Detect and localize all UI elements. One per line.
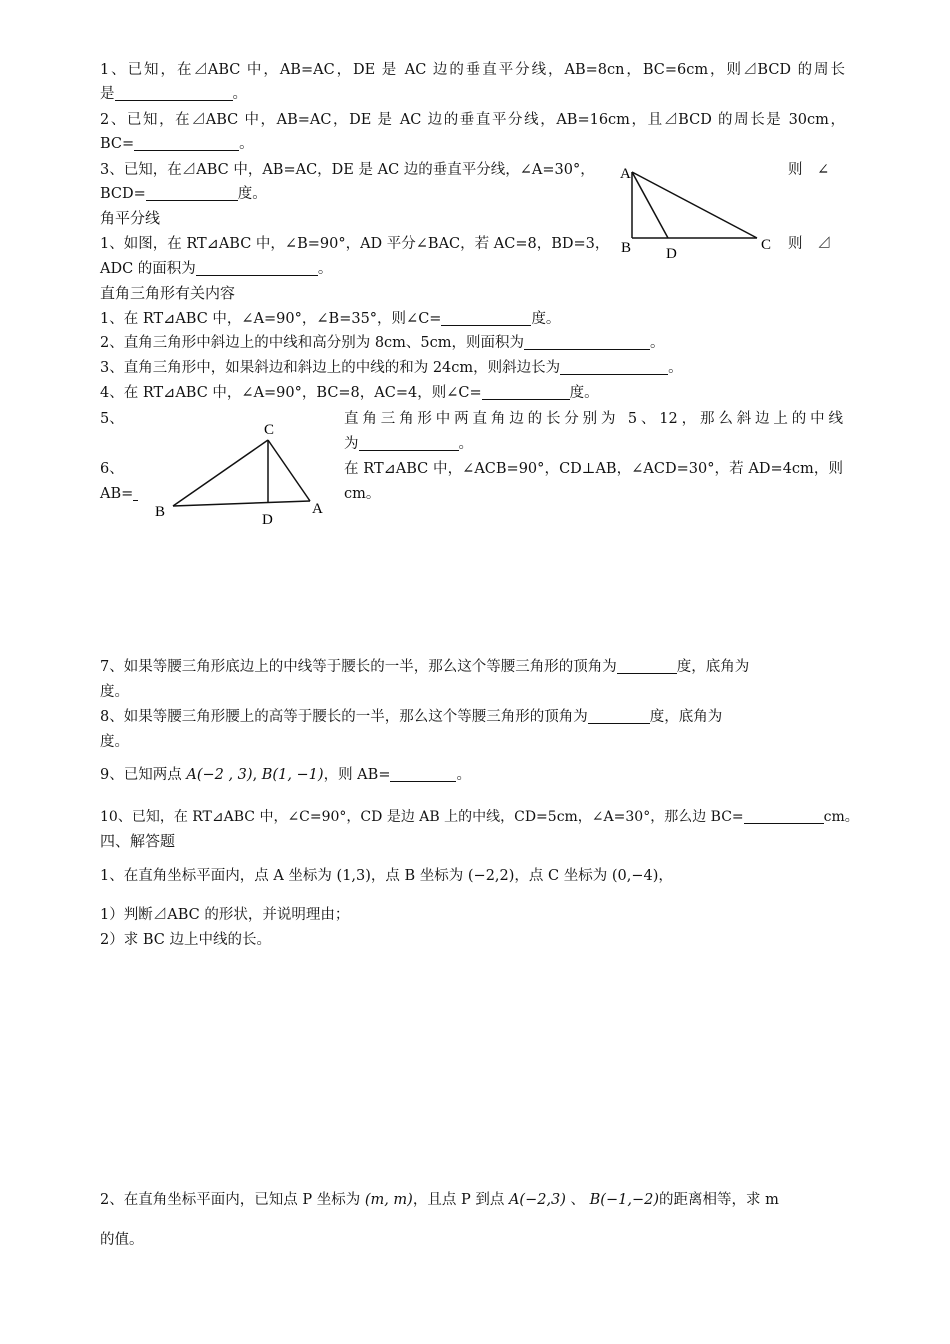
point-a-coordinates: A(−2 , 3) — [186, 767, 253, 783]
solve-problem-2-text: 2、在直角坐标平面内，已知点 P 坐标为 — [100, 1192, 361, 1208]
rt-question-2 — [100, 333, 665, 353]
solve-problem-1-text: 1、在直角坐标平面内，点 A 坐标为 — [100, 868, 332, 884]
rt-question-2-text: 2、直角三角形中斜边上的中线和高分别为 8cm、5cm，则面积为 — [100, 335, 525, 351]
rt-question-6-line2-right: cm。 — [344, 486, 381, 502]
answer-blank[interactable] — [133, 485, 138, 501]
rt-question-4-text: 4、在 RT⊿ABC 中，∠A=90°，BC=8，AC=4，则∠C= — [100, 385, 482, 401]
side-bc — [173, 440, 268, 506]
question-1-line2 — [100, 84, 247, 104]
triangle-figure-altitude — [150, 418, 330, 528]
question-3-line1-left: 3、已知，在⊿ABC 中，AB=AC，DE 是 AC 边的垂直平分线，∠A=30°， — [100, 162, 595, 178]
rt-question-1-suffix: 度。 — [531, 311, 561, 327]
rt-question-8-suffix: 度，底角为 — [649, 709, 723, 725]
point-b-coordinates: (−2,2) — [467, 868, 515, 884]
solve-problem-2-separator: 、 — [570, 1192, 586, 1208]
rt-question-4 — [100, 383, 599, 403]
rt-question-4-suffix: 度。 — [569, 385, 599, 401]
answer-blank[interactable] — [359, 435, 459, 451]
question-2-line1: 2、已知，在⊿ABC 中，AB=AC，DE 是 AC 边的垂直平分线，AB=16cm，且⊿BCD 的周长是 30cm， — [100, 112, 845, 128]
solve-problem-1-suffix: ， — [658, 868, 673, 884]
vertex-label-a: A — [620, 166, 631, 182]
vertex-label-a: A — [312, 501, 323, 517]
solve-problem-2-suffix: 的距离相等，求 m — [658, 1192, 779, 1208]
rt-question-6-number: 6、 — [100, 461, 124, 477]
question-2-suffix: 。 — [239, 136, 254, 152]
vertex-label-c: C — [761, 237, 772, 253]
point-b-coordinates: B(−1,−2) — [589, 1192, 659, 1208]
answer-blank[interactable] — [524, 334, 650, 350]
point-p-coordinates: (m, m) — [364, 1192, 413, 1208]
answer-blank[interactable] — [560, 359, 668, 375]
section-heading-angle-bisector: 角平分线 — [100, 209, 161, 227]
rt-question-7-suffix: 度，底角为 — [676, 659, 750, 675]
point-separator: , — [252, 767, 258, 783]
question-2-prefix: BC= — [100, 136, 135, 152]
rt-question-9 — [100, 765, 471, 785]
vertex-label-b: B — [621, 240, 632, 256]
answer-blank[interactable] — [134, 135, 239, 151]
rt-question-5-line1: 直角三角形中两直角边的长分别为 5、12，那么斜边上的中线 — [344, 411, 843, 427]
point-a-coordinates: (1,3) — [336, 868, 371, 884]
answer-blank[interactable] — [115, 85, 233, 101]
question-1-prefix: 是 — [100, 86, 115, 102]
rt-question-7-line1 — [100, 657, 845, 677]
vertex-label-c: C — [264, 422, 275, 438]
rt-question-9-text: 9、已知两点 — [100, 767, 182, 783]
solve-problem-2-line2: 的值。 — [100, 1232, 144, 1248]
answer-blank[interactable] — [588, 708, 650, 724]
rt-question-2-suffix: 。 — [650, 335, 665, 351]
question-3-line1-right: 则 ∠ — [788, 162, 830, 178]
rt-question-8-line1 — [100, 707, 845, 727]
answer-blank[interactable] — [482, 384, 570, 400]
rt-question-6-line1: 在 RT⊿ABC 中，∠ACB=90°，CD⊥AB，∠ACD=30°，若 AD=4cm，则 — [344, 461, 843, 477]
section-heading-solve: 四、解答题 — [100, 832, 176, 850]
rt-question-9-ask: ，则 AB= — [323, 767, 391, 783]
rt-question-6-prefix: AB= — [100, 486, 134, 502]
answer-blank[interactable] — [441, 310, 531, 326]
solve-problem-1-part-1: 1）判断⊿ABC 的形状，并说明理由； — [100, 907, 350, 923]
answer-blank[interactable] — [390, 766, 456, 782]
bisector-question-1-line1-left: 1、如图，在 RT⊿ABC 中，∠B=90°，AD 平分∠BAC，若 AC=8，BD=3， — [100, 236, 610, 252]
bisector-question-1-line1-right: 则 ⊿ — [788, 236, 832, 252]
rt-question-10-text: 10、已知，在 RT⊿ABC 中，∠C=90°，CD 是边 AB 上的中线，CD=5cm，∠A=30°，那么边 BC= — [100, 809, 744, 825]
question-3-suffix: 度。 — [237, 186, 267, 202]
rt-question-5-line2 — [344, 434, 473, 454]
point-c-coordinates: (0,−4) — [611, 868, 659, 884]
question-3-prefix: BCD= — [100, 186, 146, 202]
solve-problem-1-text-c: ，点 C 坐标为 — [514, 868, 608, 884]
side-ab — [173, 501, 310, 506]
rt-question-6-line2-left — [100, 484, 138, 504]
question-1-line1: 1、已知，在⊿ABC 中，AB=AC，DE 是 AC 边的垂直平分线，AB=8cn，BC=6cm，则⊿BCD 的周长 — [100, 62, 845, 78]
solve-problem-1-text-b: ，点 B 坐标为 — [370, 868, 464, 884]
rt-question-3-text: 3、直角三角形中，如果斜边和斜边上的中线的和为 24cm，则斜边长为 — [100, 360, 561, 376]
solve-problem-2-text-b: ，且点 P 到点 — [412, 1192, 505, 1208]
rt-question-3 — [100, 358, 683, 378]
rt-question-9-suffix: 。 — [456, 767, 471, 783]
answer-blank[interactable] — [617, 658, 677, 674]
answer-blank[interactable] — [744, 808, 824, 824]
answer-blank[interactable] — [146, 185, 238, 201]
bisector-question-1-suffix: 。 — [317, 261, 333, 277]
solve-problem-1 — [100, 866, 673, 886]
rt-question-5-prefix: 为 — [344, 436, 359, 452]
solve-problem-1-part-2: 2）求 BC 边上中线的长。 — [100, 932, 271, 948]
side-ca — [268, 440, 310, 501]
bisector-question-1-prefix: ADC 的面积为 — [100, 261, 196, 277]
section-heading-right-triangle: 直角三角形有关内容 — [100, 284, 236, 302]
triangle-figure-angle-bisector — [612, 160, 792, 265]
rt-question-8-line2: 度。 — [100, 734, 129, 750]
vertex-label-d: D — [666, 246, 677, 262]
point-b-coordinates: B(1, −1) — [261, 767, 324, 783]
point-a-coordinates: A(−2,3) — [508, 1192, 566, 1208]
rt-question-5-number: 5、 — [100, 411, 124, 427]
question-3-line2 — [100, 184, 267, 204]
rt-question-1-text: 1、在 RT⊿ABC 中，∠A=90°，∠B=35°，则∠C= — [100, 311, 442, 327]
solve-problem-2-line1 — [100, 1190, 779, 1210]
question-1-suffix: 。 — [232, 86, 247, 102]
rt-question-10 — [100, 807, 859, 827]
rt-question-3-suffix: 。 — [668, 360, 683, 376]
rt-question-7-line2: 度。 — [100, 684, 129, 700]
question-2-line2 — [100, 134, 254, 154]
vertex-label-d: D — [262, 512, 273, 528]
answer-blank[interactable] — [196, 260, 318, 276]
bisector-question-1-line2 — [100, 259, 332, 279]
rt-question-7-text: 7、如果等腰三角形底边上的中线等于腰长的一半，那么这个等腰三角形的顶角为 — [100, 659, 617, 675]
rt-question-10-suffix: cm。 — [823, 809, 859, 825]
rt-question-5-suffix: 。 — [458, 436, 473, 452]
rt-question-1 — [100, 309, 560, 329]
vertex-label-b: B — [155, 504, 166, 520]
rt-question-8-text: 8、如果等腰三角形腰上的高等于腰长的一半，那么这个等腰三角形的顶角为 — [100, 709, 588, 725]
